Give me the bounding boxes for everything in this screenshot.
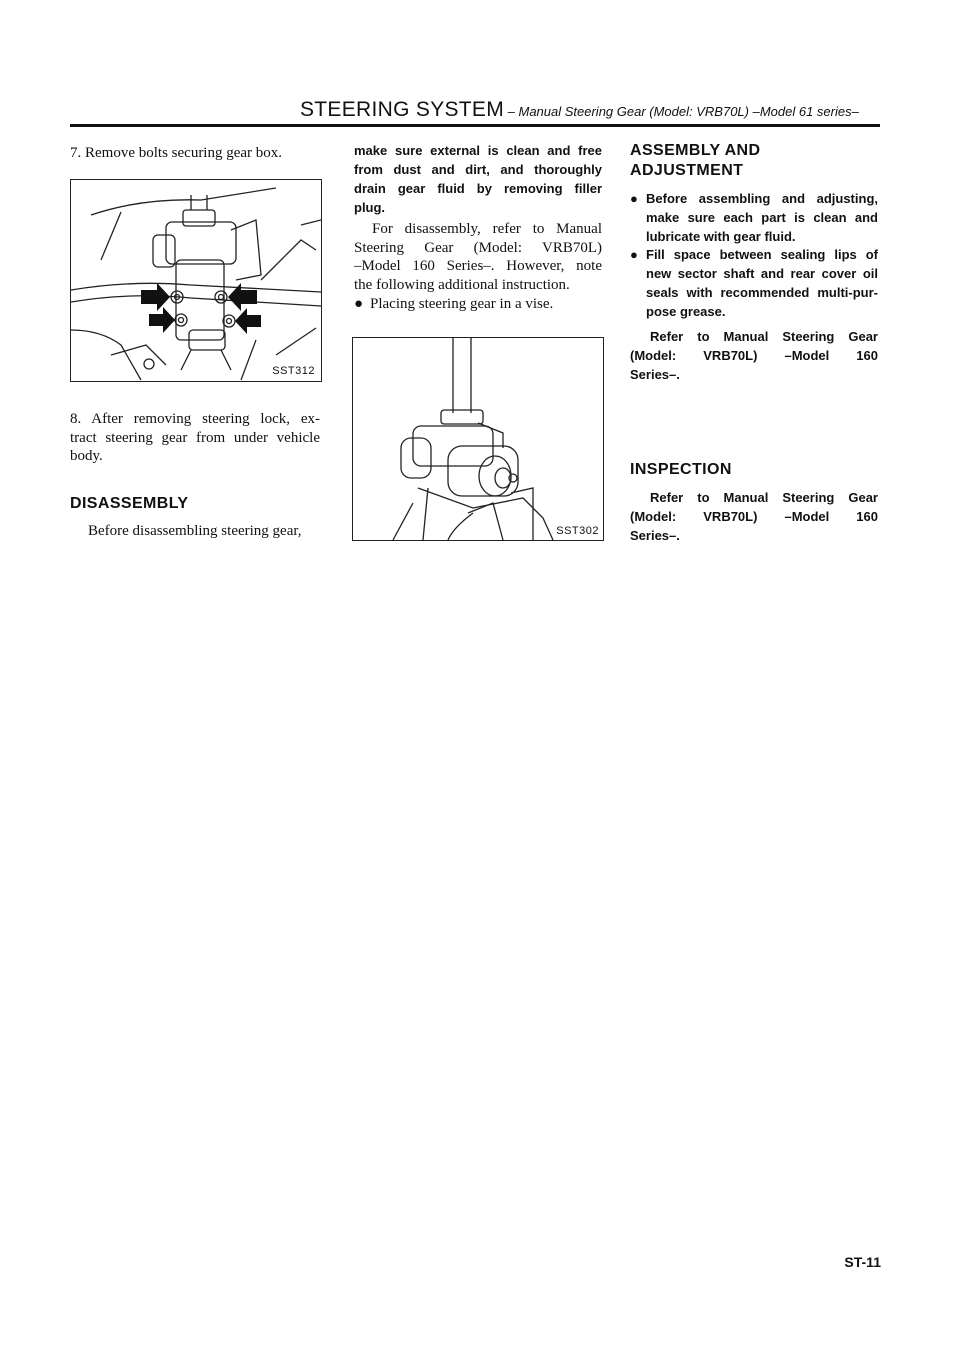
assembly-refer — [630, 327, 878, 384]
inspection-refer — [630, 488, 878, 545]
disassembly-heading: DISASSEMBLY — [70, 495, 189, 512]
assembly-refer-line: (Model: VRB70L) –Model 160 — [630, 348, 878, 363]
vise-illustration — [353, 338, 603, 540]
refer-line: –Model 160 Series–. However, note — [354, 258, 602, 274]
step-8 — [70, 410, 320, 466]
page-header — [300, 98, 880, 122]
bullet-1-line: make sure each part is clean and — [646, 210, 878, 225]
step-8-line: body. — [70, 448, 103, 464]
step-8-line: 8. After removing steering lock, ex- — [70, 411, 320, 427]
bold-line: plug. — [354, 200, 386, 215]
assembly-heading-line: ADJUSTMENT — [630, 162, 744, 179]
step-7: 7. Remove bolts securing gear box. — [70, 145, 283, 161]
refer-line: Steering Gear (Model: VRB70L) — [354, 239, 602, 256]
refer-line: For disassembly, refer to Manual — [372, 221, 602, 237]
assembly-bullet-2 — [630, 245, 878, 321]
page-number: ST-11 — [844, 1254, 881, 1270]
assembly-refer-line: Refer to Manual Steering Gear — [650, 329, 878, 344]
inspection-heading: INSPECTION — [630, 461, 732, 478]
section-title: STEERING SYSTEM — [300, 98, 505, 121]
bullet-dot: ● — [630, 247, 638, 262]
step-8-line: tract steering gear from under vehicle — [70, 429, 320, 446]
bullet-1-text — [646, 189, 878, 246]
inspection-refer-line: (Model: VRB70L) –Model 160 — [630, 509, 878, 524]
disassembly-refer-paragraph — [354, 220, 602, 294]
vise-bullet — [354, 295, 602, 314]
bullet-1-line: Before assembling and adjusting, — [646, 191, 878, 206]
gear-box-illustration — [71, 180, 321, 381]
bold-line: make sure external is clean and free — [354, 143, 602, 158]
refer-line: the following additional instruction. — [354, 276, 570, 293]
bullet-2-line: pose grease. — [646, 304, 726, 319]
assembly-refer-line: Series–. — [630, 367, 680, 382]
bullet-1-line: lubricate with gear fluid. — [646, 229, 796, 244]
bullet-dot: ● — [630, 191, 638, 206]
bullet-2-line: Fill space between sealing lips of — [646, 247, 878, 262]
bullet-text: Placing steering gear in a vise. — [370, 296, 554, 312]
bullet-dot: ● — [354, 296, 364, 312]
bullet-2-line: seals with recommended multi-pur- — [646, 285, 878, 300]
bullet-2-text — [646, 245, 878, 321]
bold-line: drain gear fluid by removing filler — [354, 181, 602, 196]
inspection-refer-line: Refer to Manual Steering Gear — [650, 490, 878, 505]
section-subtitle: – Manual Steering Gear (Model: VRB70L) –Model 61 series– — [504, 104, 859, 119]
inspection-refer-line: Series–. — [630, 528, 680, 543]
disassembly-bold-paragraph — [354, 141, 602, 217]
header-rule — [70, 124, 880, 127]
figure-vise — [352, 337, 604, 541]
figure-label-sst312: SST312 — [272, 365, 315, 377]
bullet-2-line: new sector shaft and rear cover oil — [646, 266, 878, 281]
figure-gear-box-removal — [70, 179, 322, 382]
bold-line: from dust and dirt, and thoroughly — [354, 162, 602, 177]
disassembly-text: Before disassembling steering gear, — [88, 523, 302, 539]
assembly-heading — [630, 141, 760, 181]
assembly-heading-line: ASSEMBLY AND — [630, 142, 761, 159]
assembly-bullet-1 — [630, 189, 878, 246]
figure-label-sst302: SST302 — [556, 525, 599, 537]
